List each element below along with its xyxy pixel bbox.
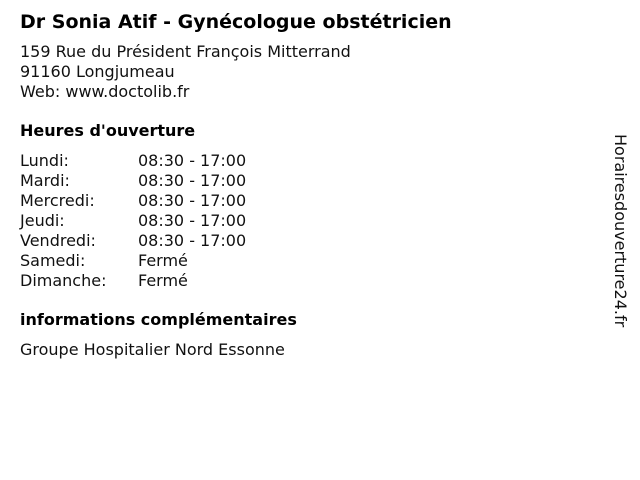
day-label: Mercredi: <box>20 191 95 210</box>
hours-row-sunday <box>20 271 600 291</box>
time-value: 08:30 - 17:00 <box>138 171 247 190</box>
day-label: Vendredi: <box>20 231 96 250</box>
page-title: Dr Sonia Atif - Gynécologue obstétricien <box>20 11 452 33</box>
hours-row-friday <box>20 231 600 251</box>
main-content <box>20 10 600 360</box>
time-value: 08:30 - 17:00 <box>138 211 247 230</box>
address-city: 91160 Longjumeau <box>20 62 175 81</box>
hours-heading: Heures d'ouverture <box>20 121 196 140</box>
hours-row-wednesday <box>20 191 600 211</box>
hours-row-thursday <box>20 211 600 231</box>
side-brand-watermark: Horairesdouverture24.fr <box>611 134 630 328</box>
hours-row-saturday <box>20 251 600 271</box>
time-value: 08:30 - 17:00 <box>138 151 247 170</box>
address-street: 159 Rue du Président François Mitterrand <box>20 42 351 61</box>
day-label: Dimanche: <box>20 271 107 290</box>
day-label: Samedi: <box>20 251 86 270</box>
day-label: Jeudi: <box>20 211 65 230</box>
address-block <box>20 42 600 102</box>
opening-hours-table <box>20 151 600 291</box>
hours-row-tuesday <box>20 171 600 191</box>
time-value: Fermé <box>138 271 188 290</box>
address-web: Web: www.doctolib.fr <box>20 82 190 101</box>
day-label: Lundi: <box>20 151 69 170</box>
info-heading: informations complémentaires <box>20 310 297 329</box>
time-value: 08:30 - 17:00 <box>138 191 247 210</box>
day-label: Mardi: <box>20 171 70 190</box>
hours-row-monday <box>20 151 600 171</box>
time-value: 08:30 - 17:00 <box>138 231 247 250</box>
time-value: Fermé <box>138 251 188 270</box>
info-text: Groupe Hospitalier Nord Essonne <box>20 340 285 359</box>
